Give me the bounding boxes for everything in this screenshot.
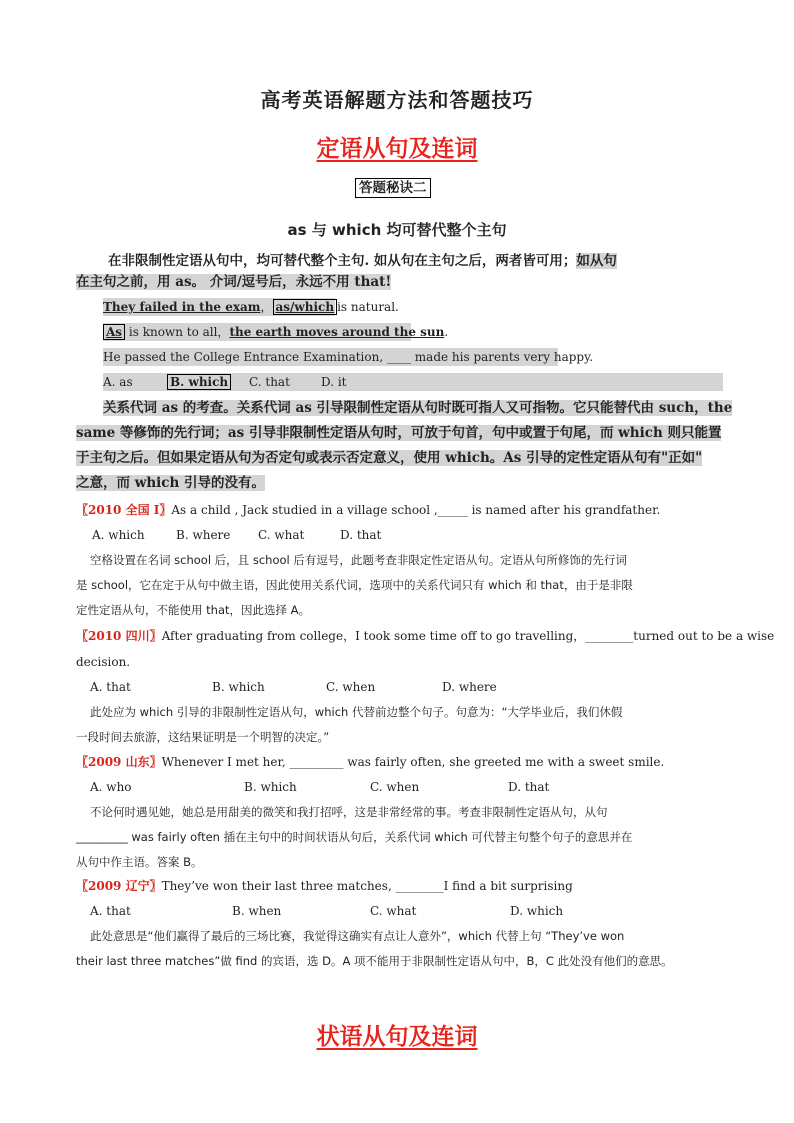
question-2-continued: decision. [76,655,131,669]
question-4-explanation-2: their last three matches”做 find 的宾语，选 D。A 项不能用于非限制性定语从句中，B，C 此处没有他们的意思。 [76,954,673,968]
question-1-explanation-2: 是 school，它在定于从句中做主语，因此使用关系代词，选项中的关系代词只有 which 和 that，由于是非限 [76,578,633,592]
question-2-explanation-1: 此处应为 which 引导的非限制性定语从句，which 代替前边整个句子。句意为：“大学毕业后，我们休假 [90,705,623,719]
relative-as-line-4: 之意，而 which 引导的没有。 [76,475,265,491]
question-3: 〖2009 山东〗Whenever I met her, _________ was fairly often, she greeted me with a sweet smile. [76,755,665,769]
example-3: He passed the College Entrance Examination, ____ made his parents very happy. [103,350,594,364]
example-3-options: A. as B. which C. that D. it [103,373,723,391]
question-4-explanation-1: 此处意思是“他们赢得了最后的三场比赛，我觉得这确实有点让人意外”，which 代替上句 “They’ve won [90,929,625,943]
relative-as-line-2: same 等修饰的先行词；as 引导非限制性定语从句时，可放于句首，句中或置于句尾，而 which 则只能置 [76,425,722,441]
rule-line-2: 在主句之前，用 as。 介词/逗号后，永远不用 that! [76,274,392,290]
question-1-explanation-1: 空格设置在名词 school 后，且 school 后有逗号，此题考查非限定性定语从句。定语从句所修饰的先行词 [90,553,627,567]
relative-as-line-1: 关系代词 as 的考查。关系代词 as 引导限制性定语从句时既可指人又可指物。它只能替代由 such，the [103,400,733,416]
relative-as-line-3: 于主句之后。但如果定语从句为否定句或表示否定意义，使用 which。As 引导的定性定语从句有"正如" [76,450,703,466]
example-1: They failed in the exam， as/which is natural. [103,300,399,314]
section-title-relative-clauses: 定语从句及连词 [316,135,478,162]
question-1-options: A. which B. where C. what D. that [92,528,382,542]
question-3-explanation-1: 不论何时遇见她，她总是用甜美的微笑和我打招呼，这是非常经常的事。考查非限制性定语从句，从句 [90,805,608,819]
section-title-adverbial-clauses: 状语从句及连词 [316,1023,478,1050]
example-2: As is known to all，the earth moves around the sun. [103,323,411,341]
page-title: 高考英语解题方法和答题技巧 [260,88,534,112]
question-3-options: A. who B. which C. when D. that [90,780,550,794]
question-3-explanation-3: 从句中作主语。答案 B。 [76,855,203,869]
question-3-explanation-2: _________ was fairly often 插在主句中的时间状语从句后，关系代词 which 可代替主句整个句子的意思并在 [76,830,633,844]
rule-line-1: 在非限制性定语从句中，均可替代整个主句. 如从句在主句之后，两者皆可用；如从句 [108,253,617,269]
question-1: 〖2010 全国 I〗As a child , Jack studied in a village school ,_____ is named after his grandfather. [76,503,661,517]
question-2-explanation-2: 一段时间去旅游，这结果证明是一个明智的决定。” [76,730,330,744]
question-2: 〖2010 四川〗After graduating from college，I took some time off to go travelling，________turned out to be a wise [76,629,775,643]
question-4-options: A. that B. when C. what D. which [90,904,564,918]
tip-box-heading: 答题秘诀二 [355,178,431,198]
question-1-explanation-3: 定性定语从句，不能使用 that，因此选择 A。 [76,603,311,617]
question-4: 〖2009 辽宁〗They’ve won their last three matches, ________I find a bit surprising [76,879,573,893]
subheading: as 与 which 均可替代整个主句 [287,221,507,239]
question-2-options: A. that B. which C. when D. where [90,680,497,694]
